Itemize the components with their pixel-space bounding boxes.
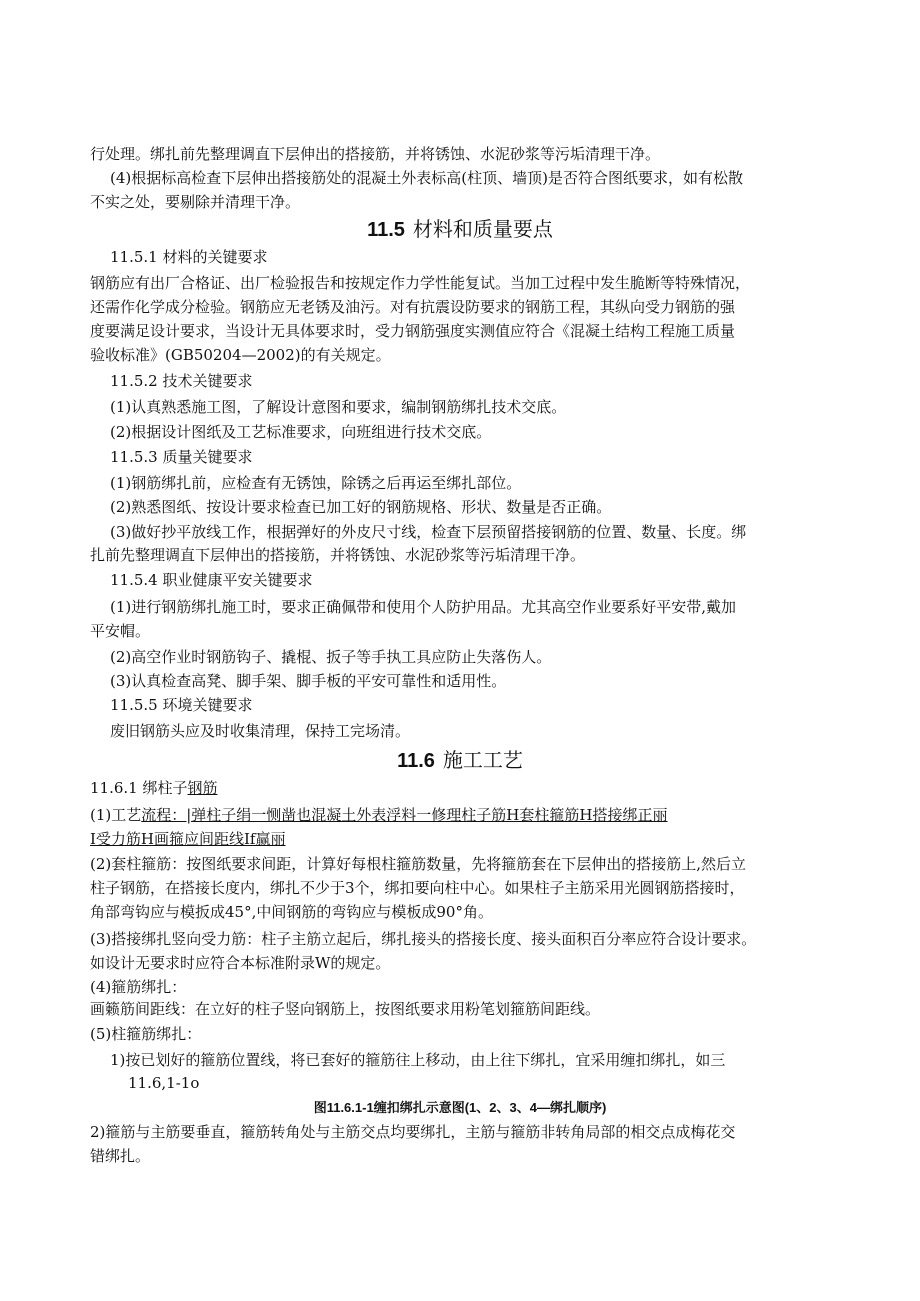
section-heading-11-6 (0, 747, 920, 774)
list-item-continuation: 平安帽。 (90, 622, 151, 640)
paragraph-line: 废旧钢筋头应及时收集清理，保持工完场清。 (110, 722, 411, 740)
list-item-continuation: 扎前先整理调直下层伸出的搭接筋，并将锈蚀、水泥砂浆等污垢清理干净。 (90, 546, 586, 564)
list-item: (3)做好抄平放线工作，根据弹好的外皮尺寸线，检查下层预留搭接钢筋的位置、数量、长度。绑 (110, 523, 747, 541)
list-item: (1)钢筋绑扎前，应检查有无锈蚀，除锈之后再运至绑扎部位。 (110, 474, 522, 492)
subsection-heading-underlined: 钢筋 (187, 779, 218, 797)
list-item-continuation: 柱子钢筋，在搭接长度内，绑扎不少于3个，绑扣要向柱中心。如果柱子主筋采用光圆钢筋搭接时， (90, 879, 745, 897)
process-flow-label: (1)工艺 (90, 806, 142, 824)
paragraph-line: 画籁筋间距线：在立好的柱子竖向钢筋上，按图纸要求用粉笔划箍筋间距线。 (90, 1000, 601, 1018)
list-item-continuation: 11.6,1-1o (128, 1074, 200, 1092)
section-heading-11-5 (0, 216, 920, 243)
paragraph-line: (4)根据标高检查下层伸出搭接筋处的混凝土外表标高(柱顶、墙顶)是否符合图纸要求，如有松散 (110, 169, 743, 187)
process-flow-line (90, 804, 832, 826)
list-item: (1)进行钢筋绑扎施工时，要求正确佩带和使用个人防护用品。尤其高空作业要系好平安带,戴加 (110, 598, 737, 616)
subsection-heading (90, 777, 832, 799)
subsection-heading: 11.5.4 职业健康平安关键要求 (110, 571, 313, 589)
subsection-heading: 11.5.3 质量关键要求 (110, 448, 253, 466)
list-item: (5)柱箍筋绑扎： (90, 1025, 202, 1043)
list-item: (2)熟悉图纸、按设计要求检查已加工好的钢筋规格、形状、数量是否正确。 (110, 498, 612, 516)
process-flow-steps: 流程：|弹柱子绢一恻凿也混凝土外表浮料一修理柱子筋H套柱箍筋H搭接绑正丽 (141, 806, 668, 824)
heading-title: 材料和质量要点 (412, 217, 553, 241)
paragraph-line: 度要满足设计要求，当设计无具体要求时，受力钢筋强度实测值应符合《混凝土结构工程施工质量 (90, 322, 736, 340)
subsection-heading: 11.5.1 材料的关键要求 (110, 248, 268, 266)
list-item: (2)套柱箍筋：按图纸要求间距，计算好每根柱箍筋数量，先将箍筋套在下层伸出的搭接筋上,然后立 (90, 855, 747, 873)
paragraph-line: 还需作化学成分检验。钢筋应无老锈及油污。对有抗震设防要求的钢筋工程，其纵向受力钢筋的强 (90, 298, 736, 316)
paragraph-line: 钢筋应有出厂合格证、出厂检验报告和按规定作力学性能复试。当加工过程中发生脆断等特殊情况， (90, 274, 751, 292)
list-item: (2)根据设计图纸及工艺标准要求，向班组进行技术交底。 (110, 423, 492, 441)
subsection-heading: 11.5.2 技术关键要求 (110, 372, 253, 390)
paragraph-line: 不实之处，要剔除并清理干净。 (90, 193, 301, 211)
list-item: (3)认真检查高凳、脚手架、脚手板的平安可靠性和适用性。 (110, 672, 507, 690)
list-item-continuation: 角部弯钩应与模扳成45°,中间钢筋的弯钩应与模板成90°角。 (90, 903, 493, 921)
paragraph-line: 行处理。绑扎前先整理调直下层伸出的搭接筋，并将锈蚀、水泥砂浆等污垢清理干净。 (90, 145, 661, 163)
heading-number: 11.6 (397, 750, 435, 772)
figure-caption: 图11.6.1-1缠扣绑扎示意图(1、2、3、4—绑扎顺序) (313, 1100, 607, 1115)
list-item: (3)搭接绑扎竖向受力筋：柱子主筋立起后，绑扎接头的搭接长度、接头面积百分率应符合设计要求。 (90, 930, 757, 948)
list-item-continuation: 错绑扎。 (90, 1147, 151, 1165)
list-item: 1)按已划好的箍筋位置线，将已套好的箍筋往上移动，由上往下绑扎，宜采用缠扣绑扎，如三 (110, 1051, 726, 1069)
heading-title: 施工工艺 (442, 748, 523, 772)
heading-number: 11.5 (367, 219, 405, 241)
list-item: (1)认真熟悉施工图，了解设计意图和要求，编制钢筋绑扎技术交底。 (110, 398, 567, 416)
list-item: 2)箍筋与主筋要垂直，箍筋转角处与主筋交点均要绑扎，主筋与箍筋非转角局部的相交点成梅花交 (90, 1123, 736, 1141)
subsection-heading-text: 11.6.1 绑柱子 (90, 779, 188, 797)
list-item-continuation: 如设计无要求时应符合本标准附录W的规定。 (90, 954, 391, 972)
process-flow-line: I受力筋H画箍应间距线If赢丽 (90, 830, 286, 848)
list-item: (4)箍筋绑扎： (90, 978, 187, 996)
subsection-heading: 11.5.5 环境关键要求 (110, 696, 253, 714)
paragraph-line: 验收标准》(GB50204—2002)的有关规定。 (90, 346, 391, 364)
list-item: (2)高空作业时钢筋钩子、撬棍、扳子等手执工具应防止失落伤人。 (110, 648, 552, 666)
